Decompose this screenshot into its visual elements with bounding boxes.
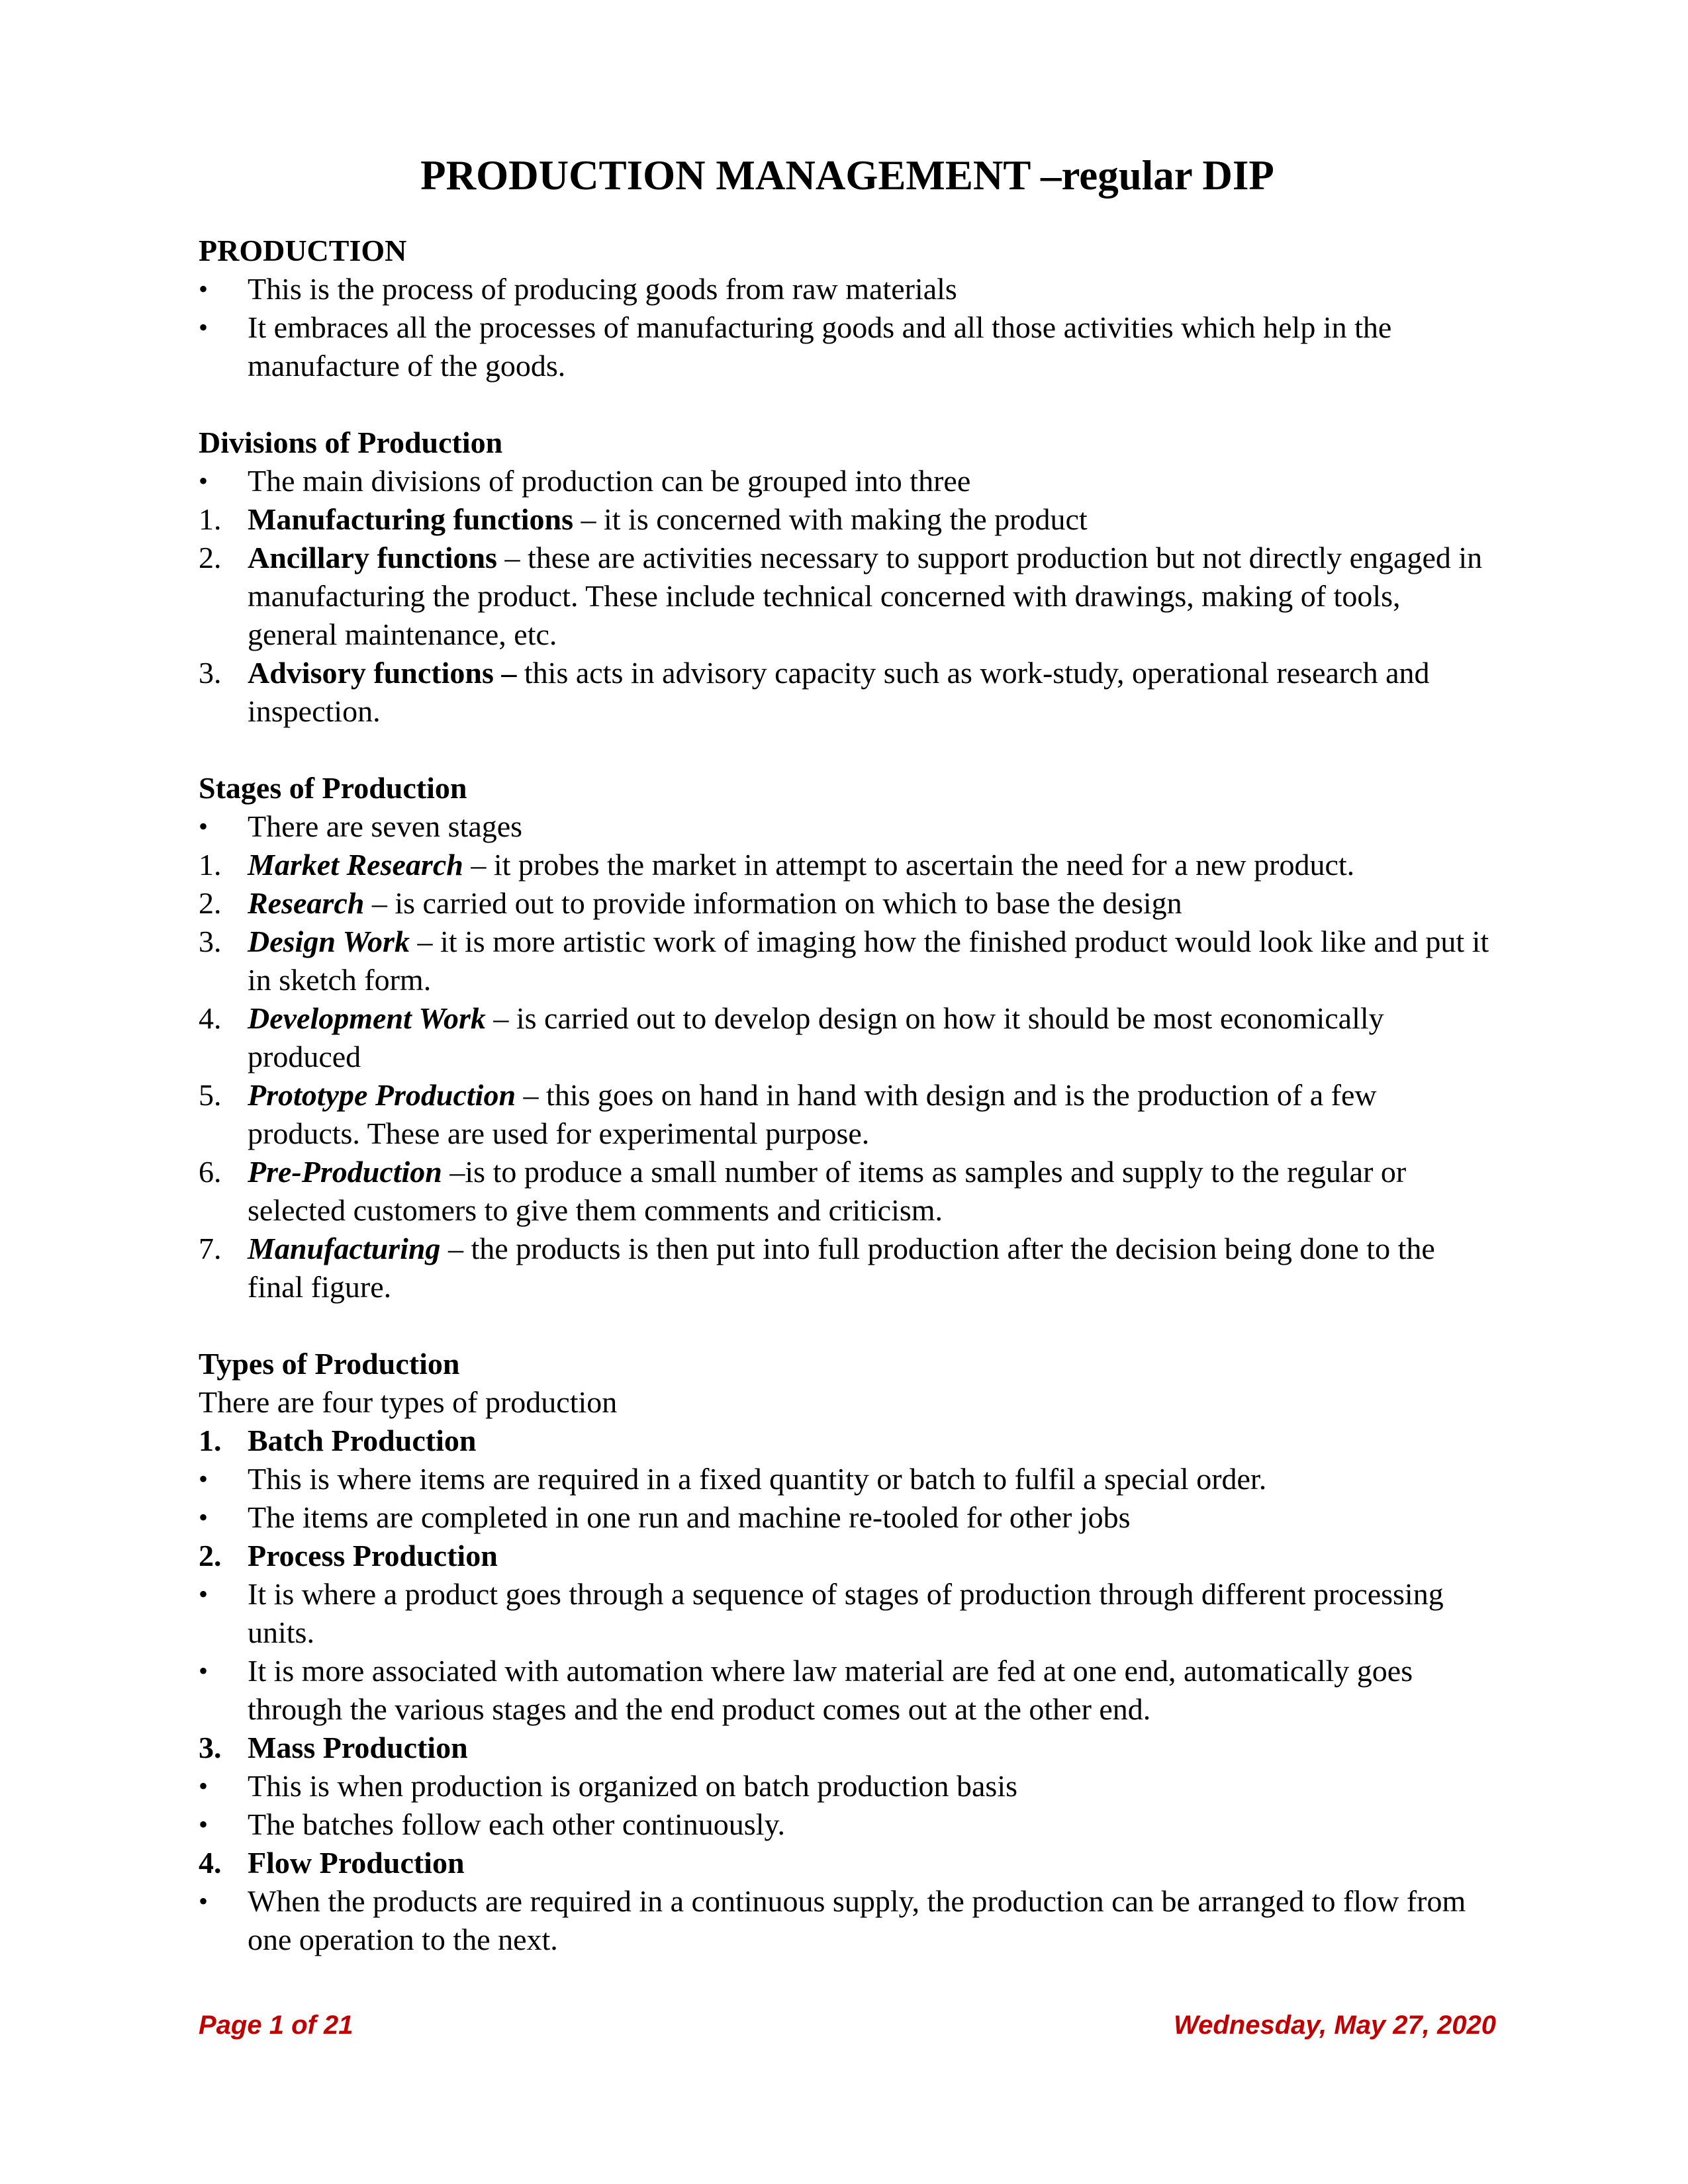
bullet-icon: • [199, 466, 209, 496]
bullet-item [199, 1652, 1496, 1729]
item-text: – the products is then put into full production after the decision being done to the final figure. [248, 1232, 1435, 1304]
section-divisions [199, 424, 1496, 731]
bullet-item [199, 462, 1496, 500]
bullet-item [199, 1498, 1496, 1537]
bullet-item [199, 1882, 1496, 1959]
numbered-item [199, 1230, 1496, 1306]
item-term: Ancillary functions [248, 541, 497, 574]
type-heading [199, 1729, 1496, 1767]
item-number: 1. [199, 502, 222, 536]
page-number: Page 1 of 21 [199, 2011, 353, 2040]
bullet-text: This is when production is organized on batch production basis [248, 1769, 1018, 1803]
item-term: Manufacturing [248, 1232, 441, 1265]
bullet-item [199, 1460, 1496, 1498]
item-number: 2. [199, 886, 222, 920]
section-stages [199, 769, 1496, 1306]
document-title: PRODUCTION MANAGEMENT –regular DIP [420, 152, 1274, 199]
type-heading [199, 1537, 1496, 1575]
bullet-text: The batches follow each other continuously. [248, 1807, 785, 1841]
section-heading: PRODUCTION [199, 234, 407, 267]
type-title: Batch Production [248, 1424, 477, 1457]
numbered-item [199, 1153, 1496, 1230]
bullet-text: It is where a product goes through a sequence of stages of production through different processing units. [248, 1577, 1444, 1649]
item-number: 1. [199, 1424, 222, 1457]
bullet-icon: • [199, 811, 209, 841]
type-title: Process Production [248, 1539, 498, 1572]
item-term: Market Research [248, 848, 463, 882]
item-number: 1. [199, 848, 222, 882]
item-number: 3. [199, 925, 222, 958]
bullet-text: It embraces all the processes of manufacturing goods and all those activities which help in the manufacture of the goods. [248, 310, 1392, 383]
item-number: 5. [199, 1078, 222, 1112]
item-number: 4. [199, 1001, 222, 1035]
bullet-text: The items are completed in one run and machine re-tooled for other jobs [248, 1500, 1131, 1534]
item-number: 7. [199, 1232, 222, 1265]
bullet-icon: • [199, 1886, 209, 1916]
bullet-text: When the products are required in a continuous supply, the production can be arranged to flow from one operation to the next. [248, 1884, 1466, 1956]
type-heading [199, 1422, 1496, 1460]
bullet-icon: • [199, 1579, 209, 1609]
section-types [199, 1345, 1496, 1959]
item-number: 3. [199, 656, 222, 690]
item-term: Development Work [248, 1001, 486, 1035]
type-title: Mass Production [248, 1731, 468, 1764]
item-number: 3. [199, 1731, 222, 1764]
item-number: 4. [199, 1846, 222, 1880]
item-text: – is carried out to develop design on how it should be most economically produced [248, 1001, 1384, 1073]
section-heading: Stages of Production [199, 771, 467, 805]
item-term: Design Work [248, 925, 410, 958]
bullet-item [199, 807, 1496, 846]
type-title: Flow Production [248, 1846, 465, 1880]
bullet-icon: • [199, 1464, 209, 1494]
item-text: – these are activities necessary to support production but not directly engaged in manufacturing the product. These include technical concerned with drawings, making of tools, general maintenance, etc. [248, 541, 1483, 651]
numbered-item [199, 846, 1496, 884]
bullet-icon: • [199, 1502, 209, 1532]
bullet-item [199, 1805, 1496, 1844]
item-text: this acts in advisory capacity such as work-study, operational research and inspection. [248, 656, 1430, 728]
bullet-text: It is more associated with automation where law material are fed at one end, automatically goes through the various stages and the end product comes out at the other end. [248, 1654, 1413, 1726]
item-term: Prototype Production [248, 1078, 516, 1112]
numbered-item [199, 923, 1496, 999]
bullet-icon: • [199, 274, 209, 304]
item-text: – it is more artistic work of imaging how the finished product would look like and put it in sketch form. [248, 925, 1489, 997]
numbered-item [199, 539, 1496, 654]
numbered-item [199, 884, 1496, 923]
bullet-item [199, 1575, 1496, 1652]
bullet-icon: • [199, 1771, 209, 1801]
item-text: – this goes on hand in hand with design and is the production of a few products. These are used for experimental purpose. [248, 1078, 1377, 1150]
bullet-icon: • [199, 1656, 209, 1686]
item-term: Manufacturing functions [248, 502, 573, 536]
bullet-text: The main divisions of production can be grouped into three [248, 464, 971, 498]
type-heading [199, 1844, 1496, 1882]
item-number: 2. [199, 1539, 222, 1572]
bullet-text: There are seven stages [248, 809, 523, 843]
section-intro: There are four types of production [199, 1385, 618, 1419]
bullet-icon: • [199, 1809, 209, 1839]
item-term: Pre-Production [248, 1155, 442, 1189]
numbered-item [199, 500, 1496, 539]
section-heading: Types of Production [199, 1347, 460, 1381]
numbered-item [199, 654, 1496, 731]
numbered-item [199, 999, 1496, 1076]
footer-date: Wednesday, May 27, 2020 [1174, 2011, 1496, 2040]
item-text: – it is concerned with making the product [573, 502, 1088, 536]
bullet-item [199, 270, 1496, 308]
item-text: – it probes the market in attempt to ascertain the need for a new product. [463, 848, 1355, 882]
bullet-item [199, 1767, 1496, 1805]
item-text: – is carried out to provide information on which to base the design [364, 886, 1182, 920]
page-footer [199, 2005, 1496, 2045]
bullet-text: This is the process of producing goods from raw materials [248, 272, 957, 306]
item-term: Research [248, 886, 365, 920]
numbered-item [199, 1076, 1496, 1153]
section-heading: Divisions of Production [199, 426, 503, 459]
bullet-item [199, 308, 1496, 385]
bullet-text: This is where items are required in a fixed quantity or batch to fulfil a special order. [248, 1462, 1267, 1496]
bullet-icon: • [199, 312, 209, 342]
document-page [199, 149, 1496, 1997]
item-term: Advisory functions – [248, 656, 517, 690]
item-number: 2. [199, 541, 222, 574]
section-production [199, 232, 1496, 385]
item-number: 6. [199, 1155, 222, 1189]
item-text: –is to produce a small number of items as samples and supply to the regular or selected customers to give them comments and criticism. [248, 1155, 1407, 1227]
